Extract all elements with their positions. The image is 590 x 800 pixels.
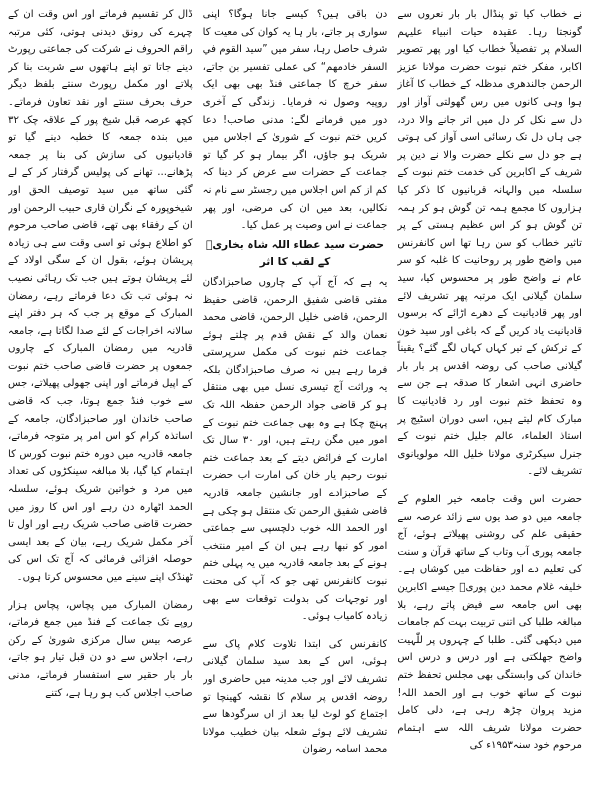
paragraph-spacer <box>397 481 582 491</box>
paragraph: رمضان المبارک میں پچاس، پچاس ہزار روپے تک جماعت کے فنڈ میں جمع فرماتے، عرصہ بیس سال مرکزی شوریٰ کے رکن رہے، اجلاس سے دو دن قبل تیار ہو جاتے، بار بار حقیر سے استفسار فرماتے، مدنی صاحب اجلاس کب ہو رہا ہے، کتنے <box>8 599 193 699</box>
column-left <box>397 6 582 796</box>
paragraph: حضرت اس وقت جامعہ خیر العلوم کے جامعہ میں دو صد یوں سے زائد عرصہ سے حقیقی علم کی روشنی پھیلاتے ہوئے، آج جامعہ پوری آب وتاب کے ساتھ قرآن و سنت کی تعلیم دے اور حفاظت میں کوشاں ہے۔ خلیفہ غلام محمد دین پوریؒ جیسے اکابرین بھی اس جامعہ سے فیض پاتے رہے، بلا مبالغہ طلبا کی اتنی تربیت بہت کم جامعات میں دیکھی گئی۔ طلبا کے چہروں پر للّٰہیت واضح جھلکتی ہے اور درس و درس اس خاندان کی وابستگی بھی مجلس تحفظ ختم نبوت کے ساتھ خوب ہے اور الحمد اللہ! مزید پروان چڑھ رہی ہے، دلی کامل حضرت مولانا شریف اللہ سے اہتمام مرحوم خود سنہ۱۹۵۳ء کی <box>397 494 583 752</box>
paragraph-spacer <box>203 626 388 636</box>
paragraph: دن باقی ہیں؟ کیسے جانا ہوگا؟ اپنی سواری پر جاتے، بار ہا یہ کوان کی معیت کا شرف حاصل رہا، سفر میں ”سید القوم في السفر خادمهم“ کی عملی تفسیر بن جاتے، سفر خرچ کا جماعتی فنڈ بھی بھی ایک روپیہ وصول نہ فرمایا۔ زندگی کے آخری دور میں فرمانے لگے: مدنی صاحب! دعا کریں ختم نبوت کے شوریٰ کے اجلاس میں شریک ہو جاؤں، اگر بیمار ہو کر گیا تو جماعت کے حضرات سے عرض کر دینا کہ کم از کم اس اجلاس میں رجسٹر سے نام نہ نکالیں، بعد میں ان کی مرضی، اور پھر جماعت نے اس وصیت پر عمل کیا۔ <box>202 9 388 232</box>
paragraph: نے خطاب کیا تو پنڈال بار بار نعروں سے گونجتا رہا۔ عقیدہ حیات انبیاء علیہم السلام پر تفصیلاً خطاب کیا اور پھر تصویر اکابر، مفکر ختم نبوت حضرت مولانا عزیز الرحمن جالندھری مدظلہ کے خطاب کا آغاز ہوا وہی کانوں میں رس گھولتی آواز اور دل سے نکل کر دل میں اتر جانے والا درد، جی ہاں دل تک رسائی اسی آواز کی ہوتی ہے جو دل سے نکلے حضرت والا نے دین پر شریف کے اکابرین کی خدمت ختم نبوت کے سلسلہ میں والہانہ قربانیوں کا ذکر کیا ہزاروں کا مجمع ہمہ تن گوش ہو کر ہمہ تن گوش ہو کر اس عظیم ہستی کے پر تاثیر خطاب کو سن رہا تھا اس کانفرنس میں واضح طور پر روحانیت کا غلبہ کو سر عام نے واضح طور پر محسوس کیا، سید سلمان گیلانی ایک مرتبہ پھر تشریف لائے اور پھر قادیانیت کے دھرے اڑائے کہ برسوں قادیانیت یاد کریں گے کہ باغی اور سید خون کے ترکش کے تیر کہاں کہاں لگے گئے؟ یقیناً گیلانی صاحب کی روضہ اقدس پر بار بار حاضری انہی اشعار کا صدقہ ہے جن سے وہ تحفظ ختم نبوت اور رد قادیانیت کا مبارک کام لیتے ہیں، اسی دوران اسٹیج پر استاذ العلماء، عالم جلیل ختم نبوت کے جنرل سیکرٹری مولانا خلیل اللہ مولویانوی تشریف لائے۔ <box>397 9 583 478</box>
paragraph: یہ ہے کہ آج آپ کے چاروں صاحبزادگان مفتی قاضی شفیق الرحمن، قاضی حفیظ الرحمن، قاضی خلیل الرحمن، قاضی محمد نعمان والد کے نقش قدم پر چلتے ہوئے جماعت ختم نبوت کی مکمل سرپرستی فرما رہے ہیں نہ صرف صاحبزادگان بلکہ یہ وراثت آج تیسری نسل میں بھی منتقل ہو کر قاضی جواد الرحمن حفظہ اللہ تک پہنچ چکا ہے وہ بھی جماعت ختم نبوت کے امور میں مگن رہتے ہیں، اور ۳۰ سال تک امارت کے فرائض دیتے کے بعد جماعت ختم نبوت رحیم یار خان کی امارت اب حضرت کے صاحبزادے اور جانشین جامعہ قادریہ قاضی شفیق الرحمن تک منتقل ہو چکی ہے اور الحمد اللہ خوب دلچسپی سے جماعتی امور کو نبھا رہے ہیں ان کے امیر منتخب ہونے کے بعد جامعہ قادریہ میں یہ پہلی ختم نبوت کانفرنس تھی جو کہ آپ کی محنت اور توجہات کی بدولت توقعات سے بھی زیادہ کامیاب ہوئی۔ <box>202 276 388 623</box>
section-heading: حضرت سید عطاء اللہ شاہ بخاریؒ کے لقب کا اثر <box>205 238 385 269</box>
paragraph-spacer <box>8 587 193 597</box>
paragraph: کانفرنس کی ابتدا تلاوت کلام پاک سے ہوئی، اس کے بعد سید سلمان گیلانی تشریف لائے اور جب مدینہ میں حاضری اور روضہ اقدس پر سلام کا نقشہ کھینچا تو اجتماع کو لوٹ لیا بعد از اں سرگودھا سے تشریف لائے ہوئے شعلہ بیان خطیب مولانا محمد اسامہ رضوان <box>202 638 388 756</box>
column-right <box>8 6 193 796</box>
paragraph: ڈال کر تقسیم فرماتے اور اس وقت ان کے چہرے کی رونق دیدنی ہوتی، کئی مرتبہ راقم الحروف نے شرکت کی جماعتی رپورٹ دینے جاتا تو اپنے ہاتھوں سے شربت بنا کر پلاتے اور مکمل رپورٹ سنتے بلفظ دیگر حرف بحرف سنتے اور نقد تعاون فرماتے۔ کچھ عرصہ قبل شیخ پور کے علاقہ چک ۳۲ میں بندہ جمعہ کا خطبہ دینے گیا تو قادیانیوں کی سازش کی بنا پر جمعہ پڑھانے... تھانے کی پولیس گرفتار کر کے لے گئی ساتھ میں سید توصیف الحق اور شیخوپورہ کے نگران قاری حبیب الرحمن اور ان کے رفقاء بھی تھے، قاضی صاحب مرحوم کو اطلاع ہوئی تو اسی وقت سے ہی زیادہ پریشان ہوئے، بقول ان کے سگی اولاد کے لئے پریشان ہوتے ہیں جب تک رہائی نصیب نہ ہوئی تب تک دعا فرماتے رہے، رمضان المبارک کے موقع پر جب کہ ہر دفتر اپنے سالانہ اخراجات کے لئے صدا لگاتا ہے، جامعہ قادریہ میں رمضان المبارک کے چاروں جمعوں پر حضرت قاضی صاحب ختم نبوت کے اپیل فرماتے اور اپنی جھولی پھیلاتے، جس سے خوب فنڈ جمع ہوتا، جب کہ قاضی صاحب خاندان اور صاحبزادگان، جامعہ کے اساتذہ کرام کو اس امر پر متوجہ فرماتے، جامعہ قادریہ میں دورہ ختم نبوت کورس کا اہتمام کیا گیا، بلا مبالغہ سینکڑوں کی تعداد میں مرد و خواتین شریک ہوئے، سلسلہ الحمد اٹھارہ دن رہے اور اس کا روز میں حضرت قاضی صاحب شریک رہے اور اول تا آخر مکمل شریک رہے، بیان کے بعد ایسی حوصلہ افزائی فرمائی کہ آج تک اس کی ٹھنڈک اپنے سینے میں محسوس کرتا ہوں۔ <box>8 9 193 583</box>
column-middle <box>203 6 388 796</box>
